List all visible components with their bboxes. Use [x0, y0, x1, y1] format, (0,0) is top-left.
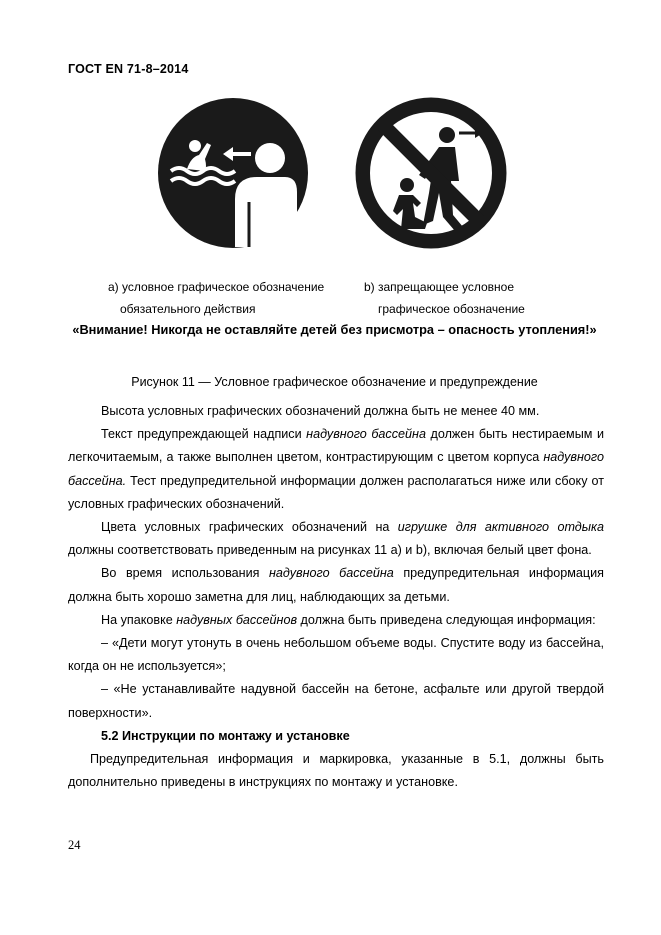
- prohibition-sign-icon: [355, 97, 507, 249]
- caption-a-line1: а) условное графическое обозначение: [108, 280, 325, 294]
- text-run: Во время использования: [101, 566, 269, 581]
- caption-b: [364, 276, 554, 320]
- paragraph-3: [68, 516, 604, 562]
- caption-b-line1: b) запрещающее условное: [364, 280, 515, 294]
- section-heading: 5.2 Инструкции по монтажу и установке: [101, 728, 350, 743]
- text-run: должна быть приведена следующая информация:: [297, 612, 596, 627]
- text-run: На упаковке: [101, 612, 177, 627]
- paragraph-8: Предупредительная информация и маркировка, указанные в 5.1, должны быть дополнительно приведены в инструкциях по монтажу и установке.: [68, 752, 604, 790]
- caption-a: [108, 276, 333, 320]
- term-italic: надувного бассейна.: [68, 450, 604, 488]
- warning-text: «Внимание! Никогда не оставляйте детей без присмотра – опасность утопления!»: [72, 322, 597, 337]
- text-run: должны соответствовать приведенным на рисунках 11 а) и b), включая белый цвет фона.: [68, 543, 592, 558]
- term-italic: игрушке для активного отдыка: [397, 520, 604, 535]
- document-header: ГОСТ EN 71-8–2014: [68, 62, 189, 76]
- page-number: 24: [68, 838, 81, 852]
- list-item-1: – «Дети могут утонуть в очень небольшом объеме воды. Спустите воду из бассейна, когда он не используется»;: [68, 636, 604, 674]
- term-italic: надувного бассейна: [306, 427, 426, 442]
- supervise-child-icon: [157, 97, 309, 249]
- list-item-2: – «Не устанавливайте надувной бассейн на бетоне, асфальте или другой твердой поверхности».: [68, 682, 604, 720]
- text-run: Тест предупредительной информации должен располагаться ниже или сбоку от условных графических обозначений.: [68, 473, 604, 511]
- caption-b-line2: графическое обозначение: [378, 302, 525, 316]
- figure-title: Рисунок 11 — Условное графическое обозначение и предупреждение: [131, 375, 538, 389]
- body-text: [68, 400, 604, 794]
- term-italic: надувных бассейнов: [176, 612, 298, 627]
- text-run: должен быть нестираемым и легкочитаемым, а также выполнен цветом, контрастирующим с цветом корпуса: [68, 427, 604, 465]
- paragraph-2: [68, 423, 604, 516]
- paragraph-5: [68, 609, 604, 632]
- paragraph-4: [68, 562, 604, 608]
- text-run: Цвета условных графических обозначений на: [101, 520, 398, 535]
- text-run: Текст предупреждающей надписи: [101, 427, 307, 442]
- term-italic: надувного бассейна: [268, 566, 394, 581]
- text-run: предупредительная информация должна быть хорошо заметна для лиц, наблюдающих за детьми.: [68, 566, 604, 604]
- paragraph-1: Высота условных графических обозначений должна быть не менее 40 мм.: [101, 404, 540, 418]
- caption-a-line2: обязательного действия: [120, 302, 256, 316]
